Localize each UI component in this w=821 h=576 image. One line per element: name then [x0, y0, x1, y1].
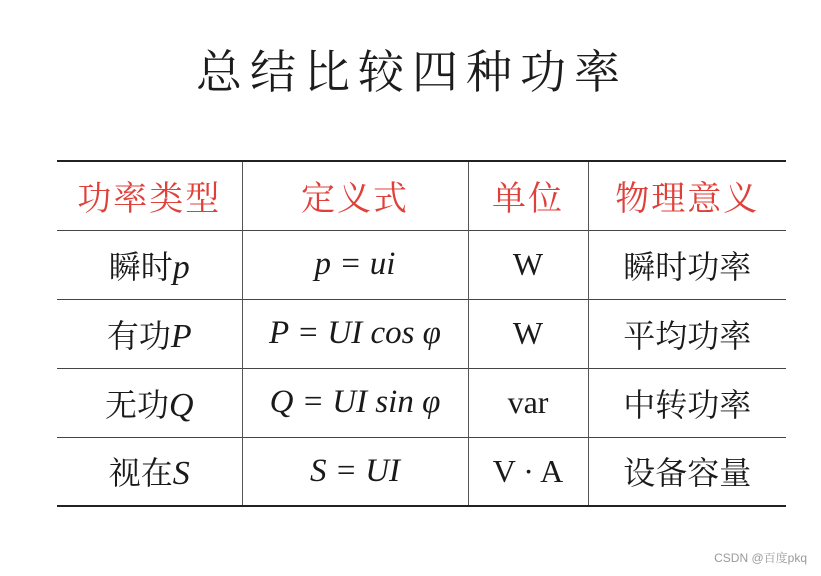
- power-type-cell: [57, 437, 242, 506]
- table-row: [57, 368, 786, 437]
- formula-cell: p = ui: [242, 230, 468, 299]
- formula-cell: S = UI: [242, 437, 468, 506]
- power-type-label: 瞬时: [108, 247, 173, 286]
- table-row: [57, 230, 786, 299]
- meaning-cell: 平均功率: [588, 299, 786, 368]
- power-type-symbol: P: [170, 317, 192, 355]
- power-type-symbol: S: [172, 455, 190, 493]
- formula-cell: P = UI cos φ: [242, 299, 468, 368]
- unit-cell: W: [468, 299, 588, 368]
- header-power-type: 功率类型: [77, 179, 222, 220]
- header-definition: 定义式: [242, 161, 468, 230]
- unit-cell: var: [468, 368, 588, 437]
- header-physical-meaning: 物理意义: [588, 161, 786, 230]
- table-header-row: [57, 161, 786, 230]
- unit-cell: W: [468, 230, 588, 299]
- power-type-label: 视在: [108, 454, 173, 493]
- power-type-cell: [57, 230, 242, 299]
- formula-cell: Q = UI sin φ: [242, 368, 468, 437]
- meaning-cell: 中转功率: [588, 368, 786, 437]
- table-row: [57, 299, 786, 368]
- meaning-cell: 瞬时功率: [588, 230, 786, 299]
- power-type-symbol: p: [172, 248, 190, 286]
- power-type-label: 无功: [104, 385, 169, 424]
- table-row: [57, 437, 786, 506]
- power-comparison-table: [57, 160, 786, 507]
- power-type-label: 有功: [106, 316, 171, 355]
- watermark: CSDN @百度pkq: [714, 551, 807, 565]
- power-type-cell: [57, 368, 242, 437]
- page-title: 总结比较四种功率: [196, 45, 628, 99]
- power-type-cell: [57, 299, 242, 368]
- unit-cell: V · A: [468, 437, 588, 506]
- meaning-cell: 设备容量: [588, 437, 786, 506]
- header-unit: 单位: [468, 161, 588, 230]
- power-type-symbol: Q: [168, 386, 194, 424]
